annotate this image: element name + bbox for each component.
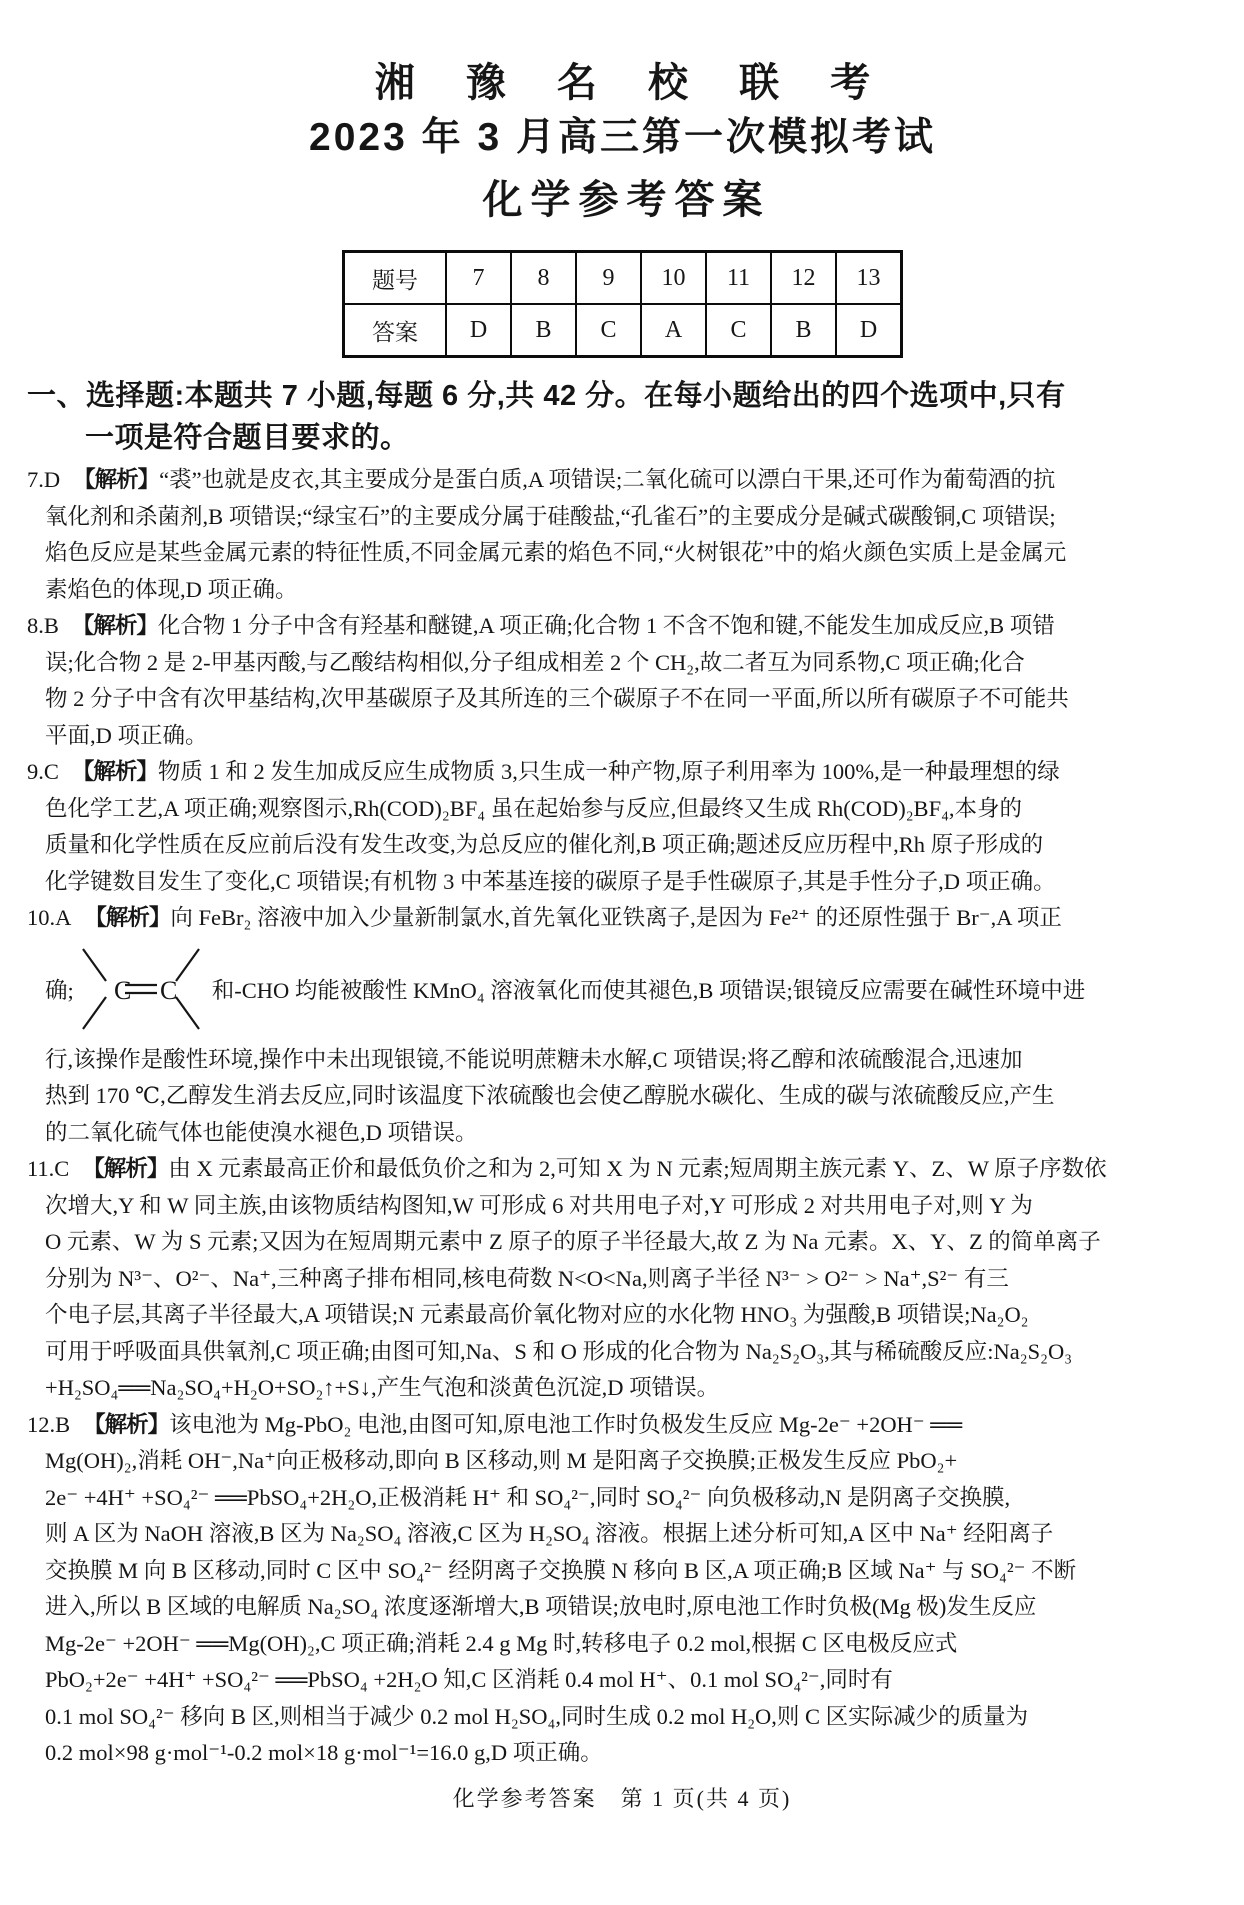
explanation-text: “裘”也就是皮衣,其主要成分是蛋白质,A 项错误;二氧化硫可以漂白干果,还可作为葡萄酒的抗 bbox=[159, 467, 1056, 492]
explanation-line: O 元素、W 为 S 元素;又因为在短周期元素中 Z 原子的原子半径最大,故 Z 为 Na 元素。X、Y、Z 的简单离子 bbox=[45, 1229, 1101, 1254]
question-number-cell: 7 bbox=[446, 252, 511, 305]
item-number: 7.D bbox=[27, 467, 61, 492]
answer-cell: D bbox=[836, 304, 902, 357]
explanation-line: 化学键数目发生了变化,C 项错误;有机物 3 中苯基连接的碳原子是手性碳原子,其是手性分子,D 项正确。 bbox=[45, 868, 1056, 894]
explanation-line bbox=[27, 1407, 1218, 1444]
explanation-line: 进入,所以 B 区域的电解质 Na₂SO₄ 浓度逐渐增大,B 项错误;放电时,原电池工作时负极(Mg 极)发生反应 bbox=[45, 1594, 1037, 1619]
answer-cell: A bbox=[641, 304, 706, 357]
item-number: 8.B bbox=[27, 613, 59, 638]
explanation-text: 物质 1 和 2 发生加成反应生成物质 3,只生成一种产物,原子利用率为 100%,是一种最理想的绿 bbox=[157, 759, 1060, 784]
answer-cell: D bbox=[446, 304, 511, 357]
section-heading bbox=[27, 375, 1218, 459]
answer-cell: C bbox=[576, 304, 641, 357]
carbon-double-bond-icon bbox=[78, 939, 204, 1039]
analysis-label: 【解析】 bbox=[73, 467, 160, 492]
answer-row bbox=[344, 304, 902, 357]
explanation-line: Mg(OH)₂,消耗 OH⁻,Na⁺向正极移动,即向 B 区移动,则 M 是阳离子交换膜;正极发生反应 PbO₂+ bbox=[45, 1448, 958, 1473]
answer-cell: C bbox=[706, 304, 771, 357]
explanation-line: 则 A 区为 NaOH 溶液,B 区为 Na₂SO₄ 溶液,C 区为 H₂SO₄ 溶液。根据上述分析可知,A 区中 Na⁺ 经阳离子 bbox=[45, 1521, 1054, 1546]
explanation-line-with-structure bbox=[45, 937, 1218, 1042]
question-number-cell: 10 bbox=[641, 252, 706, 305]
section-heading-line2: 一项是符合题目要求的。 bbox=[85, 422, 410, 454]
explanation-line: 素焰色的体现,D 项正确。 bbox=[45, 576, 298, 602]
explanation-line: 可用于呼吸面具供氧剂,C 项正确;由图可知,Na、S 和 O 形成的化合物为 Na₂S₂O₃,其与稀硫酸反应:Na₂S₂O₃ bbox=[45, 1338, 1073, 1364]
page-footer: 化学参考答案 第 1 页(共 4 页) bbox=[452, 1786, 792, 1811]
explanation-text: 化合物 1 分子中含有羟基和醚键,A 项正确;化合物 1 不含不饱和键,不能发生加成反应,B 项错 bbox=[157, 613, 1055, 638]
explanation-line: 焰色反应是某些金属元素的特征性质,不同金属元素的焰色不同,“火树银花”中的焰火颜色实质上是金属元 bbox=[45, 540, 1067, 565]
explanation-text: 该电池为 Mg-PbO₂ 电池,由图可知,原电池工作时负极发生反应 Mg-2e⁻ +2OH⁻ ══ bbox=[169, 1411, 963, 1437]
explanation-line bbox=[27, 462, 1218, 499]
analysis-label: 【解析】 bbox=[83, 1411, 170, 1437]
page-header bbox=[27, 0, 1218, 224]
structure-line-prefix: 确; bbox=[45, 978, 74, 1003]
analysis-label: 【解析】 bbox=[71, 759, 158, 784]
explanations-list bbox=[27, 462, 1218, 1772]
answer-item-8.B bbox=[27, 608, 1218, 754]
question-number-cell: 13 bbox=[836, 252, 902, 305]
item-number: 10.A bbox=[27, 905, 72, 930]
question-number-cell: 11 bbox=[706, 252, 771, 305]
exam-league-title: 湘 豫 名 校 联 考 bbox=[374, 61, 891, 105]
answer-cell: B bbox=[511, 304, 576, 357]
explanation-line bbox=[27, 754, 1218, 791]
question-number-cell: 9 bbox=[576, 252, 641, 305]
analysis-label: 【解析】 bbox=[84, 905, 171, 930]
question-number-cell: 12 bbox=[771, 252, 836, 305]
explanation-line: +H₂SO₄══Na₂SO₄+H₂O+SO₂↑+S↓,产生气泡和淡黄色沉淀,D 项错误。 bbox=[45, 1375, 720, 1400]
explanation-line bbox=[27, 608, 1218, 645]
answer-item-12.B bbox=[27, 1407, 1218, 1772]
answer-cell: B bbox=[771, 304, 836, 357]
item-number: 9.C bbox=[27, 759, 59, 784]
structure-line-suffix: 和-CHO 均能被酸性 KMnO₄ 溶液氧化而使其褪色,B 项错误;银镜反应需要在碱性环境中进 bbox=[211, 978, 1086, 1003]
question-number-row bbox=[344, 252, 902, 305]
row-header-cell: 题号 bbox=[344, 252, 447, 305]
answer-item-7.D bbox=[27, 462, 1218, 608]
svg-text:C: C bbox=[159, 976, 178, 1005]
answer-item-11.C bbox=[27, 1151, 1218, 1407]
explanation-line: 分别为 N³⁻、O²⁻、Na⁺,三种离子排布相同,核电荷数 N<O<Na,则离子半径 N³⁻ > O²⁻ > Na⁺,S²⁻ 有三 bbox=[45, 1265, 1009, 1291]
explanation-line: 个电子层,其离子半径最大,A 项错误;N 元素最高价氧化物对应的水化物 HNO₃ 为强酸,B 项错误;Na₂O₂ bbox=[45, 1302, 1029, 1327]
document-title: 化学参考答案 bbox=[482, 178, 771, 222]
analysis-label: 【解析】 bbox=[82, 1156, 169, 1181]
explanation-line: 交换膜 M 向 B 区移动,同时 C 区中 SO₄²⁻ 经阴离子交换膜 N 移向 B 区,A 项正确;B 区域 Na⁺ 与 SO₄²⁻ 不断 bbox=[45, 1557, 1077, 1583]
explanation-line: 平面,D 项正确。 bbox=[45, 722, 208, 748]
explanation-line bbox=[27, 900, 1218, 937]
row-header-cell: 答案 bbox=[344, 304, 447, 357]
explanation-line: 的二氧化硫气体也能使溴水褪色,D 项错误。 bbox=[45, 1119, 478, 1145]
answer-item-9.C bbox=[27, 754, 1218, 900]
explanation-line: 误;化合物 2 是 2-甲基丙酸,与乙酸结构相似,分子组成相差 2 个 CH₂,故二者互为同系物,C 项正确;化合 bbox=[45, 649, 1025, 675]
item-number: 11.C bbox=[27, 1156, 70, 1181]
item-number: 12.B bbox=[27, 1411, 71, 1437]
explanation-line: 次增大,Y 和 W 同主族,由该物质结构图知,W 可形成 6 对共用电子对,Y 可形成 2 对共用电子对,则 Y 为 bbox=[45, 1192, 1033, 1218]
explanation-line bbox=[27, 1151, 1218, 1188]
explanation-line: 色化学工艺,A 项正确;观察图示,Rh(COD)₂BF₄ 虽在起始参与反应,但最终又生成 Rh(COD)₂BF₄,本身的 bbox=[45, 795, 1023, 821]
explanation-text: 由 X 元素最高正价和最低负价之和为 2,可知 X 为 N 元素;短周期主族元素 Y、Z、W 原子序数依 bbox=[168, 1156, 1107, 1181]
analysis-label: 【解析】 bbox=[71, 613, 158, 638]
explanation-line: 0.1 mol SO₄²⁻ 移向 B 区,则相当于减少 0.2 mol H₂SO₄,同时生成 0.2 mol H₂O,则 C 区实际减少的质量为 bbox=[45, 1703, 1029, 1729]
answer-item-10.A bbox=[27, 900, 1218, 1151]
question-number-cell: 8 bbox=[511, 252, 576, 305]
explanation-line: 0.2 mol×98 g·mol⁻¹-0.2 mol×18 g·mol⁻¹=16.0 g,D 项正确。 bbox=[45, 1740, 603, 1765]
explanation-line: 物 2 分子中含有次甲基结构,次甲基碳原子及其所连的三个碳原子不在同一平面,所以所有碳原子不可能共 bbox=[45, 686, 1069, 711]
svg-text:C: C bbox=[113, 976, 132, 1005]
explanation-line: 2e⁻ +4H⁺ +SO₄²⁻ ══PbSO₄+2H₂O,正极消耗 H⁺ 和 SO₄²⁻,同时 SO₄²⁻ 向负极移动,N 是阴离子交换膜, bbox=[45, 1484, 1011, 1510]
section-heading-line1: 一、选择题:本题共 7 小题,每题 6 分,共 42 分。在每小题给出的四个选项中,只有 bbox=[27, 380, 1066, 412]
explanation-line: PbO₂+2e⁻ +4H⁺ +SO₄²⁻ ══PbSO₄ +2H₂O 知,C 区消耗 0.4 mol H⁺、0.1 mol SO₄²⁻,同时有 bbox=[45, 1667, 893, 1692]
explanation-line: 热到 170 ℃,乙醇发生消去反应,同时该温度下浓硫酸也会使乙醇脱水碳化、生成的碳与浓硫酸反应,产生 bbox=[45, 1083, 1055, 1108]
answer-key-table bbox=[342, 250, 903, 358]
explanation-line: 氧化剂和杀菌剂,B 项错误;“绿宝石”的主要成分属于硅酸盐,“孔雀石”的主要成分是碱式碳酸铜,C 项错误; bbox=[45, 503, 1056, 529]
explanation-line: Mg-2e⁻ +2OH⁻ ══Mg(OH)₂,C 项正确;消耗 2.4 g Mg 时,转移电子 0.2 mol,根据 C 区电极反应式 bbox=[45, 1630, 958, 1656]
explanation-line: 质量和化学性质在反应前后没有发生改变,为总反应的催化剂,B 项正确;题述反应历程中,Rh 原子形成的 bbox=[45, 832, 1044, 857]
explanation-text: 向 FeBr₂ 溶液中加入少量新制氯水,首先氧化亚铁离子,是因为 Fe²⁺ 的还原性强于 Br⁻,A 项正 bbox=[170, 905, 1062, 930]
explanation-line: 行,该操作是酸性环境,操作中未出现银镜,不能说明蔗糖未水解,C 项错误;将乙醇和浓硫酸混合,迅速加 bbox=[45, 1046, 1023, 1072]
exam-session-title: 2023 年 3 月高三第一次模拟考试 bbox=[309, 116, 936, 159]
